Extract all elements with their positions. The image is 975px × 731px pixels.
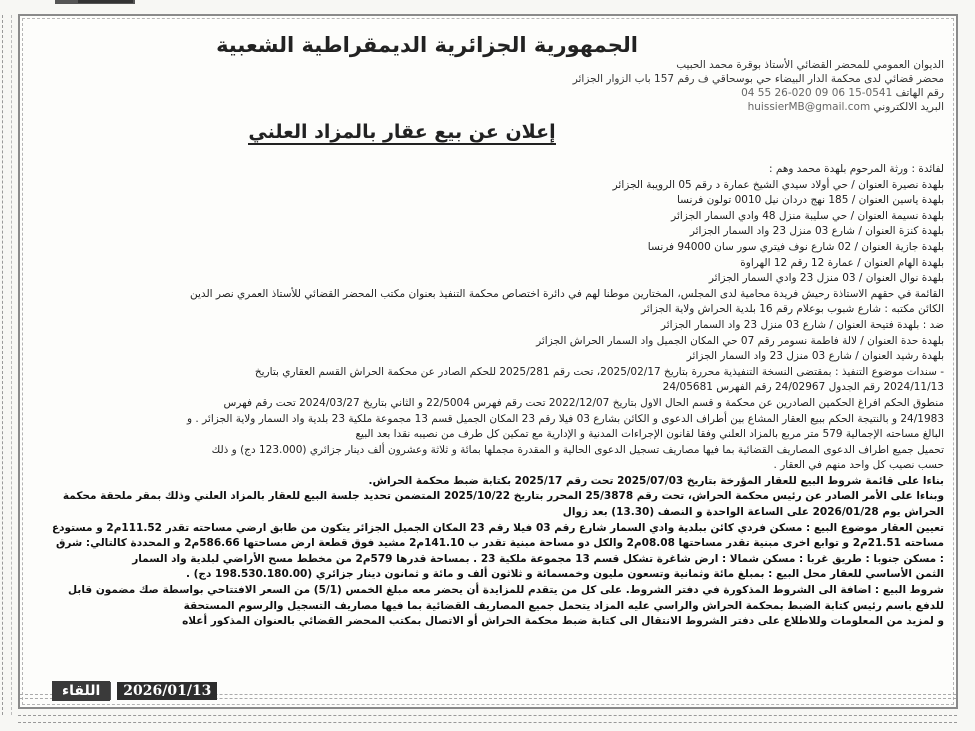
body-line: لفائدة : ورثة المرحوم بلهدة محمد وهم :: [768, 163, 944, 175]
body-line: وبناءا على الأمر الصادر عن رئيس محكمة الحراش، تحت رقم 25/3878 المحرر بتاريخ 2025/10/22 المتضمن تحديد جلسة البيع للعقار بالمزاد العلني وذلك بمقر ملحقة محكمة: [62, 490, 944, 503]
body-line: بلهدة نسيمة العنوان / حي سليبة منزل 48 وادي السمار الجزائر: [671, 209, 944, 222]
body-line: البالغ مساحته الإجمالية 579 متر مربع بالمزاد العلني وفقا لقانون الإجراءات المدنية و الإدارية مع تمكين كل طرف من نصيبه نقدا بعد البيع: [355, 428, 944, 441]
body-line: منطوق الحكم افراغ الحكمين الصادرين عن محكمة و قسم الحال الاول بتاريخ 2022/12/07 تحت رقم فهرس 22/5004 و الثاني بتاريخ 2024/03/27 تحت رقم فهرس: [223, 396, 944, 409]
left-column-rule: [2, 15, 12, 715]
phone-line: [30, 86, 944, 100]
body-line: 24/1983 و بالنتيجة الحكم ببيع العقار المشاع بين أطراف الدعوى و الكائن بشارع 03 فيلا رقم 23 المكان الجميل قسم 13 مجموعة ملكية 23 بلدية واد السمار ولاية الجزائر . و: [187, 412, 944, 425]
body-line: الحراش يوم 2026/01/28 على الساعة الواحدة و النصف (13.30) بعد زوال: [562, 506, 944, 519]
announcement-frame: [18, 14, 958, 709]
body-line: بلهدة رشيد العنوان / شارع 03 منزل 23 واد السمار الجزائر: [686, 350, 944, 363]
body-line: الكائن مكتبه : شارع شبوب بوعلام رقم 16 بلدية الحراش ولاية الجزائر: [641, 303, 944, 316]
body-line: بلهدة حدة العنوان / لالة فاطمة نسومر رقم 07 حي المكان الجميل واد السمار الحراش الجزائر: [536, 334, 944, 347]
republic-heading: الجمهورية الجزائرية الديمقراطية الشعبية: [216, 33, 638, 57]
body-line: بناءا على قائمة شروط البيع للعقار المؤرخة بتاريخ 2025/07/03 تحت رقم 2025/17 بكتابة ضبط محكمة الحراش.: [368, 474, 944, 487]
body-line: تحميل جميع اطراف الدعوى المصاريف القضائية بما فيها مصاريف تسجيل الدعوى الحالية و المقدرة مجملها بمائة و ثلاثة وعشرون ألف دينار جزائري (123.000 دج) و ذلك: [211, 443, 944, 456]
body-line: و لمزيد من المعلومات وللاطلاع على دفتر الشروط الانتقال الى كتابة ضبط محكمة الحراش أو الاتصال بمكتب المحضر القضائي بالعنوان المذكور أعلاه: [182, 615, 944, 628]
body-line: - سندات موضوع التنفيذ : بمقتضى النسخة التنفيذية محررة بتاريخ 2025/02/17، تحت رقم 2025/281 للحكم الصادر عن محكمة الحراش القسم العقاري بتاريخ: [254, 365, 944, 378]
publication-date: 2026/01/13: [117, 682, 217, 700]
announcement-body: [30, 162, 944, 630]
email-line: [30, 100, 944, 114]
body-line: بلهدة ياسين العنوان / 185 نهج دردان نيل 0010 تولون فرنسا: [676, 194, 944, 207]
body-line: للدفع باسم رئيس كتابة الضبط بمحكمة الحراش والراسي عليه المزاد يتحمل جميع المصاريف القضائية بما فيها مصاريف التسجيل والرسوم المستحقة: [183, 599, 944, 612]
body-line: 2024/11/13 رقم الجدول 24/02967 رقم الفهرس 24/05681: [662, 381, 944, 394]
publication-footer: [52, 681, 217, 701]
body-line: بلهدة جازية العنوان / 02 شارع نوف فيتري سور سان 94000 فرنسا: [647, 240, 944, 253]
body-line: تعيين العقار موضوع البيع : مسكن فردي كائن ببلدية وادي السمار شارع رقم 03 فيلا رقم 23 المكان الجميل الجزائر يتكون من طابق ارضي مساحته تقدر 111.52م2 و مستودع: [51, 521, 944, 534]
phone-number: 04 55 26-020 09 06 15-0541: [741, 87, 893, 99]
bottom-rule: [18, 715, 957, 723]
body-line: القائمة في حقهم الاستاذة رحيش فريدة محامية لدى المجلس، المختارين موطنا لهم في دائرة اختصاص محكمة التنفيذ بعنوان مكتب المحضر القضائي للأستاذ العمري نصر الدين: [190, 287, 944, 300]
office-line: الديوان العمومي للمحضر القضائي الأستاذ بوقرة محمد الحبيب: [676, 59, 944, 71]
announcement-content: [30, 24, 944, 677]
body-line: شروط البيع : اضافة الى الشروط المذكورة في دفتر الشروط. على كل من يتقدم للمزايدة أن يحضر معه مبلغ الخمس (5/1) من السعر الافتتاحي بواسطة صك مضمون قابل: [68, 584, 944, 597]
body-line: : مسكن جنوبا : طريق غربا : مسكن شمالا : ارض شاغرة تشكل قسم 13 مجموعة ملكية 23 . بمساحة قدرها 579م2 من مخطط مسح الأراضي لبلدية واد السمار: [132, 552, 944, 565]
body-line: بلهدة الهام العنوان / عمارة 12 رقم 12 الهراوة: [740, 256, 944, 269]
body-line: بلهدة كنزة العنوان / شارع 03 منزل 23 واد السمار الجزائر: [689, 225, 944, 238]
announcement-title: [30, 120, 944, 144]
newspaper-name: اللقاء: [52, 681, 110, 701]
body-line: بلهدة نصيرة العنوان / حي أولاد سيدي الشيخ عمارة د رقم 05 الرويبة الجزائر: [612, 178, 944, 191]
announcement-title-text: إعلان عن بيع عقار بالمزاد العلني: [248, 121, 556, 143]
body-line: بلهدة نوال العنوان / 03 منزل 23 وادي السمار الجزائر: [708, 272, 944, 285]
body-line: الثمن الأساسي للعقار محل البيع : بمبلغ مائة وثمانية وتسعون مليون وخمسمائة و ثلاثون ألف و مائة و ثمانون دينار جزائري (198.530.180.00 دج) .: [185, 568, 944, 581]
email-label: البريد الالكتروني: [873, 101, 944, 113]
body-line: ضد : بلهدة فتيحة العنوان / شارع 03 منزل 23 واد السمار الجزائر: [660, 318, 944, 331]
top-strip-dark: [78, 0, 133, 3]
footer-separator: [110, 682, 117, 700]
phone-label: رقم الهاتف: [895, 87, 944, 99]
address-line: محضر قضائي لدى محكمة الدار البيضاء حي بوسحاقي ف رقم 157 باب الزوار الجزائر: [572, 73, 944, 85]
body-line: حسب نصيب كل واحد منهم في العقار .: [773, 459, 944, 472]
email-address: huissierMB@gmail.com: [747, 101, 871, 113]
body-line: مساحته 21.51م2 و توابع اخرى مبنية تقدر مساحتها 08.08م2 والكل دو مساحة مبنية تقدر ب 141.10م2 مشيد فوق قطعة ارض مساحتها 586.66م2 و المحددة كالتالي: شرق: [56, 537, 944, 550]
